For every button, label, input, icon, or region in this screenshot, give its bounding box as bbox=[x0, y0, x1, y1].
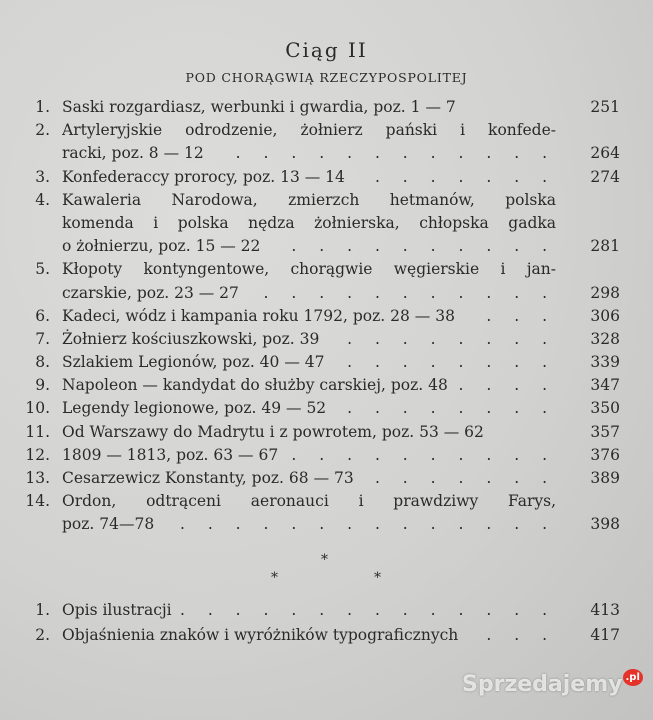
entry-number: 12. bbox=[25, 445, 50, 464]
table-of-contents bbox=[0, 96, 653, 537]
entry-title: Objaśnienia znaków i wyróżników typograficznych bbox=[62, 626, 459, 645]
entry-title: Artyleryjskie odrodzenie, żołnierz pański i konfede- bbox=[62, 121, 556, 140]
entry-page: 274 bbox=[590, 167, 620, 186]
dot-leader bbox=[332, 351, 556, 374]
entry-line bbox=[0, 258, 653, 281]
separator-asterisk: * bbox=[271, 570, 278, 586]
entry-text-line bbox=[62, 351, 556, 374]
entry-text-line bbox=[62, 397, 556, 420]
entry-line bbox=[0, 189, 653, 212]
dot-leader bbox=[334, 397, 556, 420]
entry-line bbox=[0, 351, 653, 374]
entry-title: Cesarzewicz Konstanty, poz. 68 — 73 bbox=[62, 469, 354, 487]
entry-text-line bbox=[62, 119, 556, 142]
watermark-logo bbox=[462, 672, 643, 697]
section-subtitle: POD CHORĄGWIĄ RZECZYPOSPOLITEJ bbox=[185, 70, 468, 85]
entry-page: 350 bbox=[590, 399, 620, 418]
entry-line bbox=[0, 166, 653, 189]
entry-text-line bbox=[62, 142, 556, 165]
dot-leader bbox=[268, 235, 556, 258]
entry-title: Konfederaccy prorocy, poz. 13 — 14 bbox=[62, 167, 345, 186]
entry-title: o żołnierzu, poz. 15 — 22 bbox=[62, 237, 261, 256]
entry-number: 2. bbox=[35, 626, 50, 645]
entry-title: Napoleon — kandydat do służby carskiej, poz. 48 bbox=[62, 376, 448, 395]
entry-title: Kłopoty kontyngentowe, chorągwie węgierskie i jan- bbox=[62, 260, 556, 279]
dot-leader bbox=[162, 513, 556, 536]
entry-title: Ordon, odtrąceni aeronauci i prawdziwy Farys, bbox=[62, 492, 556, 511]
toc-entry bbox=[0, 351, 653, 374]
dot-leader bbox=[286, 444, 556, 467]
section-title: Ciąg II bbox=[285, 38, 368, 62]
toc-entry bbox=[0, 467, 653, 490]
dot-leader bbox=[463, 305, 556, 328]
entry-page: 389 bbox=[590, 469, 620, 487]
toc-entry bbox=[0, 119, 653, 165]
entry-number: 8. bbox=[35, 353, 50, 372]
dot-leader bbox=[180, 599, 556, 622]
toc-entry bbox=[0, 421, 653, 444]
entry-line bbox=[0, 282, 653, 305]
entry-number: 7. bbox=[35, 329, 50, 348]
entry-title: Kawaleria Narodowa, zmierzch hetmanów, polska bbox=[62, 190, 556, 209]
entry-number: 9. bbox=[35, 376, 50, 395]
entry-page: 251 bbox=[590, 98, 620, 116]
entry-text-line bbox=[62, 444, 556, 467]
entry-page: 339 bbox=[590, 353, 620, 372]
dot-leader bbox=[466, 624, 556, 647]
toc-entry bbox=[0, 258, 653, 304]
entry-title: Kadeci, wódz i kampania roku 1792, poz. 28 — 38 bbox=[62, 306, 455, 325]
entry-text-line bbox=[62, 189, 556, 212]
entry-number: 11. bbox=[25, 422, 50, 441]
watermark-badge: .pl bbox=[623, 669, 643, 686]
entry-text-line bbox=[62, 421, 556, 444]
entry-line bbox=[0, 235, 653, 258]
entry-text-line bbox=[62, 305, 556, 328]
entry-text-line bbox=[62, 258, 556, 281]
entry-title: 1809 — 1813, poz. 63 — 67 bbox=[62, 445, 279, 464]
separator-asterisk: * bbox=[374, 570, 381, 586]
entry-page: 328 bbox=[590, 329, 620, 348]
toc-entry bbox=[0, 328, 653, 351]
dot-leader bbox=[247, 282, 556, 305]
entry-title: Legendy legionowe, poz. 49 — 52 bbox=[62, 399, 327, 418]
entry-page: 298 bbox=[590, 283, 620, 302]
toc-entry bbox=[0, 444, 653, 467]
entry-line bbox=[0, 328, 653, 351]
toc-entry bbox=[0, 599, 653, 622]
entry-number: 14. bbox=[25, 492, 50, 511]
entry-page: 347 bbox=[590, 376, 620, 395]
toc-entry bbox=[0, 305, 653, 328]
entry-line bbox=[0, 212, 653, 235]
entry-text-line bbox=[62, 467, 556, 490]
entry-line bbox=[0, 490, 653, 513]
entry-text-line bbox=[62, 212, 556, 235]
entry-page: 417 bbox=[590, 626, 620, 645]
entry-number: 3. bbox=[35, 167, 50, 186]
toc-entry bbox=[0, 189, 653, 259]
entry-title: czarskie, poz. 23 — 27 bbox=[62, 283, 239, 302]
entry-page: 264 bbox=[590, 144, 620, 163]
appendix-list bbox=[0, 599, 653, 647]
entry-line bbox=[0, 96, 653, 119]
toc-entry bbox=[0, 374, 653, 397]
watermark-text: Sprzedajemy bbox=[462, 672, 623, 697]
entry-number: 10. bbox=[25, 399, 50, 418]
entry-page: 398 bbox=[590, 515, 620, 534]
entry-page: 376 bbox=[590, 445, 620, 464]
toc-entry bbox=[0, 624, 653, 647]
entry-text-line bbox=[62, 96, 556, 119]
entry-line bbox=[0, 397, 653, 420]
entry-text-line bbox=[62, 624, 556, 647]
entry-page: 281 bbox=[590, 237, 620, 256]
entry-title: racki, poz. 8 — 12 bbox=[62, 144, 204, 163]
toc-entry bbox=[0, 166, 653, 189]
dot-leader bbox=[212, 142, 556, 165]
entry-number: 1. bbox=[35, 98, 50, 116]
entry-title: Szlakiem Legionów, poz. 40 — 47 bbox=[62, 353, 325, 372]
entry-title: poz. 74—78 bbox=[62, 515, 155, 534]
entry-line bbox=[0, 421, 653, 444]
entry-title: Opis ilustracji bbox=[62, 601, 172, 619]
entry-number: 13. bbox=[25, 469, 50, 487]
dot-leader bbox=[353, 166, 556, 189]
entry-number: 6. bbox=[35, 306, 50, 325]
entry-text-line bbox=[62, 599, 556, 622]
entry-line bbox=[0, 513, 653, 536]
entry-text-line bbox=[62, 490, 556, 513]
entry-number: 2. bbox=[35, 121, 50, 140]
dot-leader bbox=[327, 328, 556, 351]
toc-entry bbox=[0, 96, 653, 119]
entry-line bbox=[0, 305, 653, 328]
entry-page: 306 bbox=[590, 306, 620, 325]
entry-text-line bbox=[62, 166, 556, 189]
entry-title: Saski rozgardiasz, werbunki i gwardia, poz. 1 — 7 bbox=[62, 98, 456, 116]
entry-text-line bbox=[62, 282, 556, 305]
toc-entry bbox=[0, 490, 653, 536]
dot-leader bbox=[362, 467, 556, 490]
entry-text-line bbox=[62, 513, 556, 536]
entry-page: 413 bbox=[590, 601, 620, 619]
entry-title: komenda i polska nędza żołnierska, chłopska gadka bbox=[62, 213, 556, 232]
entry-title: Od Warszawy do Madrytu i z powrotem, poz. 53 — 62 bbox=[62, 422, 484, 441]
entry-line bbox=[0, 374, 653, 397]
entry-line bbox=[0, 119, 653, 142]
entry-line bbox=[0, 467, 653, 490]
entry-line bbox=[0, 142, 653, 165]
entry-number: 5. bbox=[35, 260, 50, 279]
entry-number: 4. bbox=[35, 190, 50, 209]
entry-line bbox=[0, 444, 653, 467]
dot-leader bbox=[456, 374, 556, 397]
entry-text-line bbox=[62, 235, 556, 258]
toc-entry bbox=[0, 397, 653, 420]
entry-text-line bbox=[62, 374, 556, 397]
separator-asterisk: * bbox=[321, 552, 328, 568]
entry-text-line bbox=[62, 328, 556, 351]
entry-page: 357 bbox=[590, 422, 620, 441]
entry-title: Żołnierz kościuszkowski, poz. 39 bbox=[62, 329, 320, 348]
entry-number: 1. bbox=[35, 601, 50, 619]
